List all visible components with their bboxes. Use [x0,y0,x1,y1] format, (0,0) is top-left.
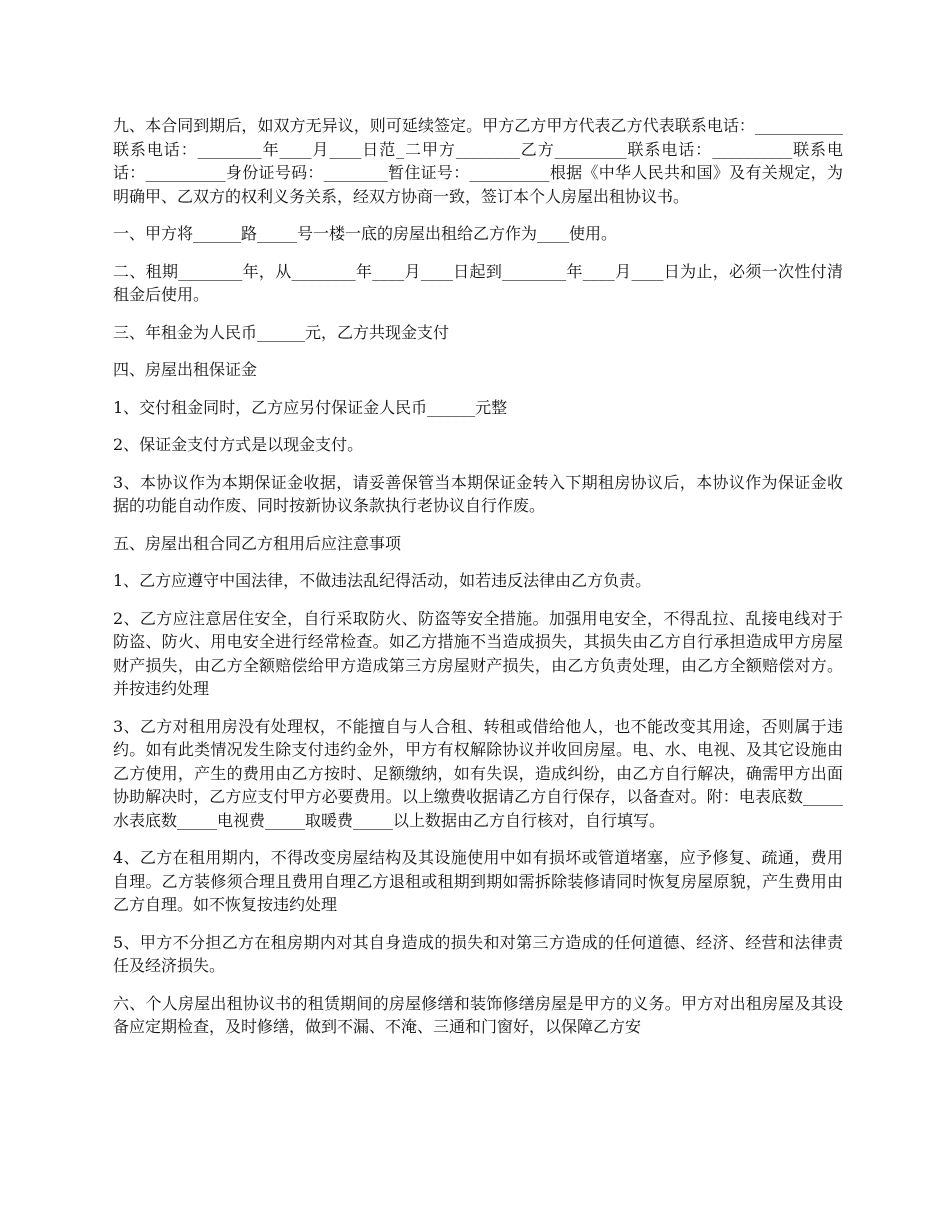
clause-four-heading: 四、房屋出租保证金 [113,360,258,379]
clause-one-paragraph: 一、甲方将______路_____号一楼一底的房屋出租给乙方作为____使用。 [113,224,618,243]
clause-two-paragraph: 二、租期________年，从________年____月____日起到________年____月____日为止，必须一次性付清租金后使用。 [113,261,843,304]
clause-three-paragraph: 三、年租金为人民币______元，乙方共现金支付 [113,322,450,342]
clause-four-item-1: 1、交付租金同时，乙方应另付保证金人民币______元整 [113,397,508,417]
clause-five-heading: 五、房屋出租合同乙方租用后应注意事项 [113,533,402,553]
clause-five-item-4: 4、乙方在租用期内，不得改变房屋结构及其设施使用中如有损坏或管道堵塞，应予修复、疏通，费用自理。乙方装修须合理且费用自理乙方退租或租期到期如需拆除装修请同时恢复房屋原貌，产生费用由乙方自理。如不恢复按违约处理 [113,848,843,914]
clause-five-item-5: 5、甲方不分担乙方在租房期内对其自身造成的损失和对第三方造成的任何道德、经济、经营和法律责任及经济损失。 [113,932,843,975]
clause-five-item-1: 1、乙方应遵守中国法律，不做违法乱纪得活动，如若违反法律由乙方负责。 [113,571,652,590]
clause-six-paragraph: 六、个人房屋出租协议书的租赁期间的房屋修缮和装饰修缮房屋是甲方的义务。甲方对出租房屋及其设备应定期检查，及时修缮，做到不漏、不淹、三通和门窗好，以保障乙方安 [113,993,843,1036]
clause-five-item-2: 2、乙方应注意居住安全，自行采取防火、防盗等安全措施。加强用电安全，不得乱拉、乱接电线对于防盗、防火、用电安全进行经常检查。如乙方措施不当造成损失，其损失由乙方自行承担造成甲方房屋财产损失，由乙方全额赔偿给甲方造成第三方房屋财产损失，由乙方负责处理，由乙方全额赔偿对方。并按违约处理 [113,608,843,698]
clause-four-item-3: 3、本协议作为本期保证金收据，请妥善保管当本期保证金转入下期租房协议后，本协议作为保证金收据的功能自动作废、同时按新协议条款执行老协议自行作废。 [113,472,843,515]
clause-four-item-2: 2、保证金支付方式是以现金支付。 [113,435,364,454]
document-body [113,114,843,1053]
clause-five-item-3: 3、乙方对租用房没有处理权，不能擅自与人合租、转租或借给他人，也不能改变其用途，否则属于违约。如有此类情况发生除支付违约金外，甲方有权解除协议并收回房屋。电、水、电视、及其它设施由乙方使用，产生的费用由乙方按时、足额缴纳，如有失误，造成纠纷，由乙方自行解决，确需甲方出面协助解决时，乙方应支付甲方必要费用。以上缴费收据请乙方自行保存，以备查对。附：电表底数_____水表底数_____电视费_____取暖费_____以上数据由乙方自行核对，自行填写。 [113,716,843,830]
clause-nine-paragraph: 九、本合同到期后，如双方无异议，则可延续签定。甲方乙方甲方代表乙方代表联系电话：___________联系电话：________年____月____日范_二甲方________乙方_________联系电话：__________联系电话：__________身份证号码：________暂住证号：__________根据《中华人民共和国》及有关规定，为明确甲、乙双方的权利义务关系，经双方协商一致，签订本个人房屋出租协议书。 [113,116,843,206]
